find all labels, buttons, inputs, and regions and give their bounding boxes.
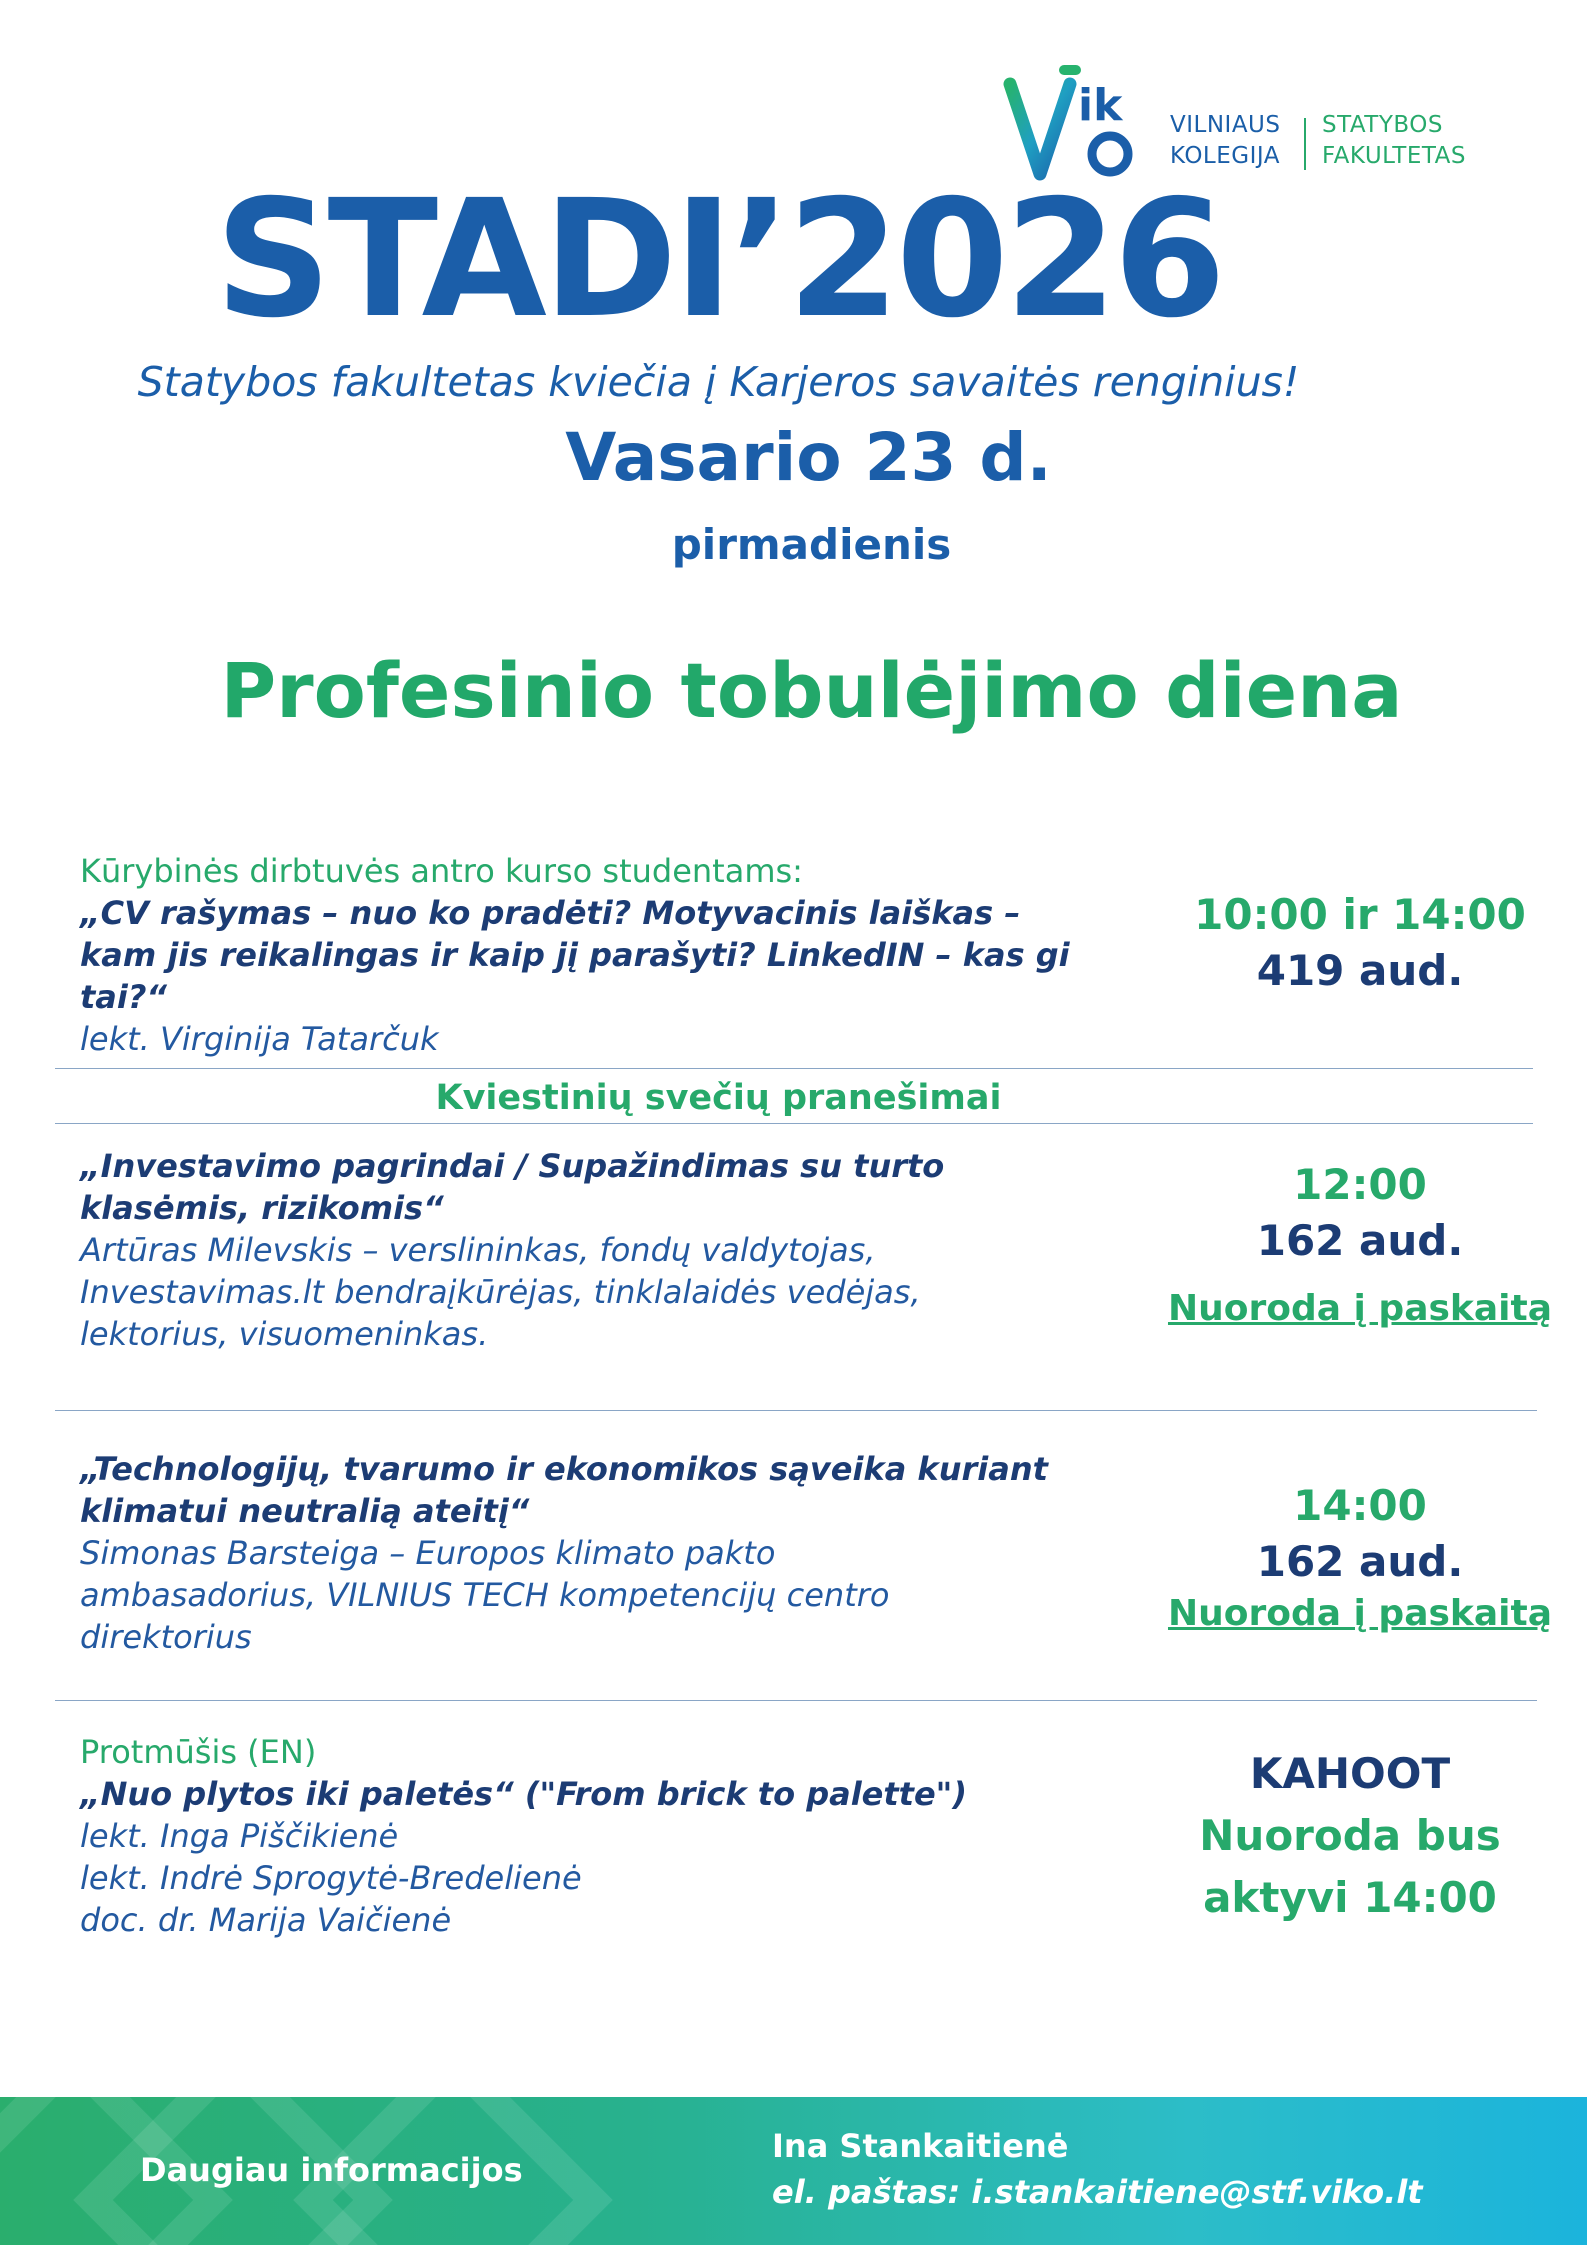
event-subtitle: [0, 357, 1587, 407]
event-time: 10:00 ir 14:00: [1194, 890, 1526, 939]
footer-contact-name: Ina Stankaitienė: [772, 2127, 1069, 2165]
event-item-quiz: [80, 1731, 1120, 1941]
event-weekday-text: pirmadienis: [671, 520, 952, 569]
event-item-workshop: [80, 850, 1120, 1060]
logo-ik-text: ik: [1078, 80, 1123, 131]
event-time: 14:00: [1293, 1481, 1427, 1530]
logo-line: KOLEGIJA: [1170, 143, 1280, 169]
section-heading-text: Kviestinių svečių pranešimai: [435, 1078, 1002, 1118]
divider: [55, 1700, 1537, 1701]
logo-line: STATYBOS: [1322, 112, 1443, 138]
day-title-text: Profesinio tobulėjimo diena: [220, 646, 1403, 735]
event-topic-line: klimatui neutralią ateitį“: [80, 1492, 530, 1530]
event-speaker-line: lekt. Inga Piščikienė: [80, 1817, 399, 1855]
event-speaker-line: doc. dr. Marija Vaičienė: [80, 1901, 452, 1939]
event-time: 12:00: [1293, 1160, 1427, 1209]
lecture-link[interactable]: Nuoroda į paskaitą: [1167, 1593, 1552, 1634]
logo-college-name: [1170, 110, 1281, 172]
event-speaker-line: Artūras Milevskis – verslininkas, fondų valdytojas,: [80, 1231, 876, 1269]
event-date-text: Vasario 23 d.: [565, 419, 1052, 496]
quiz-platform: KAHOOT: [1249, 1749, 1451, 1798]
event-room: 419 aud.: [1256, 946, 1464, 995]
divider: [55, 1410, 1537, 1411]
event-date: [0, 418, 1587, 498]
event-topic-line: „CV rašymas – nuo ko pradėti? Motyvacinis laiškas –: [80, 894, 1021, 932]
logo-v-mark: [1010, 84, 1070, 174]
viko-logo: [1000, 62, 1160, 182]
event-schedule-workshop: [1150, 887, 1570, 999]
divider: [55, 1068, 1533, 1069]
footer-contact-email[interactable]: el. paštas: i.stankaitiene@stf.viko.lt: [772, 2173, 1423, 2211]
event-speaker-line: ambasadorius, VILNIUS TECH kompetencijų centro: [80, 1576, 890, 1614]
event-speaker-line: Investavimas.lt bendraįkūrėjas, tinklalaidės vedėjas,: [80, 1273, 921, 1311]
event-subtitle-text: Statybos fakultetas kviečia į Karjeros savaitės renginius!: [137, 358, 1300, 406]
event-schedule-investing: [1150, 1157, 1570, 1333]
event-item-investing: [80, 1145, 1120, 1355]
event-title-text: STADI’2026: [214, 166, 1223, 354]
event-topic-line: „Investavimo pagrindai / Supažindimas su turto: [80, 1147, 945, 1185]
event-topic-line: „Nuo plytos iki paletės“ ("From brick to palette"): [80, 1775, 967, 1813]
quiz-link-note: aktyvi 14:00: [1203, 1873, 1497, 1922]
event-topic-line: „Technologijų, tvarumo ir ekonomikos sąveika kuriant: [80, 1450, 1048, 1488]
event-topic-line: klasėmis, rizikomis“: [80, 1189, 444, 1227]
event-speaker-line: lektorius, visuomeninkas.: [80, 1315, 489, 1353]
divider: [55, 1123, 1533, 1124]
event-category: Kūrybinės dirbtuvės antro kurso studentams:: [80, 852, 803, 890]
event-category: Protmūšis (EN): [80, 1733, 317, 1771]
logo-line: FAKULTETAS: [1322, 143, 1466, 169]
event-room: 162 aud.: [1256, 1216, 1464, 1265]
event-topic-line: kam jis reikalingas ir kaip jį parašyti? LinkedIN – kas gi: [80, 936, 1070, 974]
event-speaker-line: direktorius: [80, 1618, 252, 1656]
footer-more-info: Daugiau informacijos: [140, 2151, 523, 2189]
logo-faculty-name: [1322, 110, 1466, 172]
event-speaker-line: lekt. Virginija Tatarčuk: [80, 1020, 439, 1058]
section-heading-guests: [0, 1074, 1587, 1122]
event-item-climate: [80, 1448, 1120, 1658]
quiz-link-note: Nuoroda bus: [1199, 1811, 1501, 1860]
event-title: [0, 166, 1587, 354]
lecture-link[interactable]: Nuoroda į paskaitą: [1167, 1288, 1552, 1329]
event-speaker-line: lekt. Indrė Sprogytė-Bredelienė: [80, 1859, 582, 1897]
event-weekday: [0, 520, 1587, 570]
event-schedule-quiz: [1140, 1743, 1560, 1929]
logo-line: VILNIAUS: [1170, 112, 1281, 138]
day-title: [0, 646, 1587, 736]
event-room: 162 aud.: [1256, 1537, 1464, 1586]
event-schedule-climate: [1150, 1478, 1570, 1638]
event-topic-line: tai?“: [80, 978, 168, 1016]
logo-divider: [1304, 118, 1306, 170]
event-speaker-line: Simonas Barsteiga – Europos klimato pakto: [80, 1534, 776, 1572]
